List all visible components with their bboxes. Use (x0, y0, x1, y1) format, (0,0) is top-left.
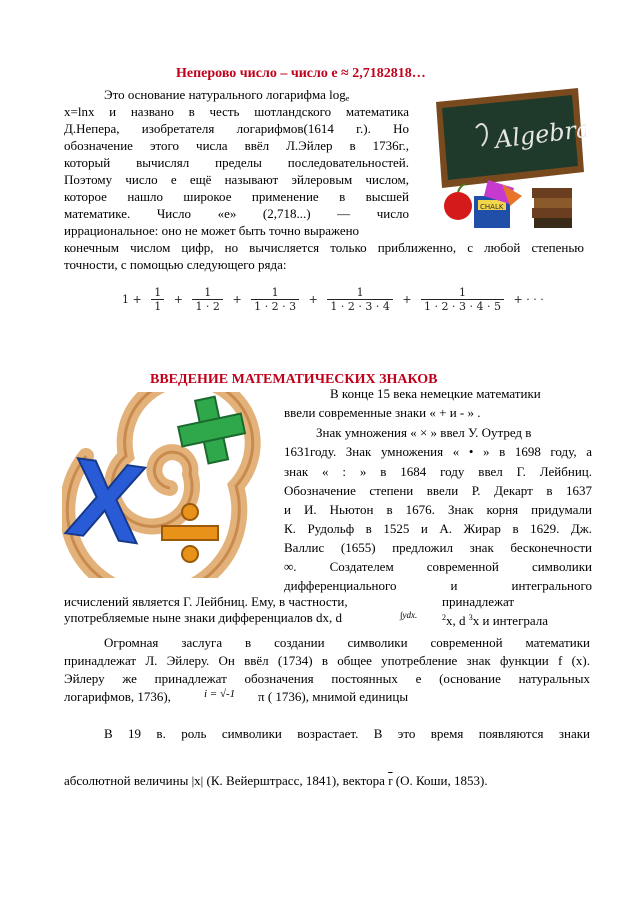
math-symbols-icon (62, 392, 278, 578)
series-term: $\frac{1}{1}$ (151, 286, 164, 313)
paragraph-line: и И. Ньютон в 1676. Знак корня придумали (284, 502, 592, 517)
paragraph-line: ввели современные знаки « + и - » . (284, 405, 481, 420)
paragraph-line: принадлежат (442, 594, 515, 609)
paragraph-line: исчислений является Г. Лейбниц. Ему, в частности, (64, 594, 348, 609)
paragraph-line: которое нашло широкое применение в высшей (64, 189, 409, 204)
paragraph-line: логарифмов, 1736), (64, 689, 171, 704)
paragraph-line: дифференциального и интегрального (284, 578, 592, 593)
paragraph-line: В конце 15 века немецкие математики (330, 386, 541, 401)
chalkboard-icon (418, 88, 586, 238)
series-term: $\frac{1}{1 \cdot 2 \cdot 3 \cdot 4 \cdot 5}$ (421, 286, 504, 313)
euler-number-title: Неперово число – число e ≈ 2,7182818… (176, 66, 426, 81)
paragraph-line: Знак умножения « × » ввел У. Оутред в (316, 425, 532, 440)
integral-formula: ∫ydx. (400, 610, 418, 620)
paragraph-line: 1631году. Знак умножения « • » в 1698 году, а (284, 444, 592, 459)
paragraph-line: Валлис (1655) предложил знак бесконечности (284, 540, 592, 555)
paragraph-line: абсолютной величины |x| (К. Вейерштрасс, 1841), вектора $\overline{r}$ (О. Коши, 1853). (64, 773, 488, 788)
imaginary-unit-formula: i = √-1 (204, 688, 236, 700)
paragraph-line: Д.Непера, изобретателя логарифмов(1614 г.). Но (64, 121, 409, 136)
e-series-formula: 1 + $\frac{1}{1}$ + $\frac{1}{1 \cdot 2}$ + $\frac{1}{1 \cdot 2 \cdot 3}$ + $\frac{1}{1 \cdot 2 \cdot 3 \cdot 4}$ + $\frac{1}{1 \cdot 2 \cdot 3 \cdot 4 \cdot 5}$ + · · · (122, 286, 544, 313)
box-text: CHALK (480, 203, 504, 211)
paragraph-line: К. Рудольф в 1525 и А. Жирар в 1629. Дж. (284, 521, 592, 536)
paragraph-line: конечным числом цифр, но вычисляется только приближенно, с любой степенью (64, 240, 584, 255)
board-text: Algebra (493, 114, 586, 154)
paragraph-line: Эйлеру же принадлежат обозначения постоянных e (основание натуральных (64, 671, 590, 686)
chalkboard-illustration (418, 88, 586, 238)
paragraph-line: Это основание натурального логарифма $\log_e$ (104, 87, 350, 103)
paragraph-line: x=lnx и названо в честь шотландского математика (64, 104, 409, 119)
paragraph-line: π ( 1736), мнимой единицы (258, 689, 409, 704)
paragraph-line: $^2$x, d $^3$x и интеграла (442, 613, 549, 628)
paragraph-line: точности, с помощью следующего ряда: (64, 257, 287, 272)
log-base-subscript: e (345, 94, 350, 103)
series-term: $\frac{1}{1 \cdot 2}$ (192, 286, 223, 313)
paragraph-line: который вычислял пределы последовательностей. (64, 155, 409, 170)
paragraph-line: математике. Число «е» (2,718...) — число (64, 206, 409, 221)
paragraph-line: знак « : » в 1684 году ввел Г. Лейбниц. (284, 464, 592, 479)
math-signs-title: ВВЕДЕНИЕ МАТЕМАТИЧЕСКИХ ЗНАКОВ (150, 372, 438, 387)
series-term: $\frac{1}{1 \cdot 2 \cdot 3 \cdot 4}$ (327, 286, 392, 313)
math-symbols-illustration (62, 392, 278, 578)
paragraph-line: Поэтому число e ещё называют эйлеровым числом, (64, 172, 409, 187)
paragraph-line: обозначение этого числа ввёл Л.Эйлер в 1736г., (64, 138, 409, 153)
series-term: $\frac{1}{1 \cdot 2 \cdot 3}$ (251, 286, 299, 313)
paragraph-line: принадлежат Л. Эйлеру. Он ввёл (1734) в общее употребление знак функции f (x). (64, 653, 590, 668)
paragraph-line: В 19 в. роль символики возрастает. В это время появляются знаки (104, 726, 590, 741)
paragraph-line: Обозначение степени ввели Р. Декарт в 1637 (284, 483, 592, 498)
paragraph-line: употребляемые ныне знаки дифференциалов dx, d (64, 610, 342, 625)
vector-symbol: $\overline{r}$ (388, 773, 393, 788)
paragraph-line: ∞. Создателем современной символики (284, 559, 592, 574)
paragraph-line: иррациональное: оно не может быть точно выражено (64, 223, 360, 238)
formula-lead: 1 + (122, 293, 142, 306)
formula-tail: + · · · (513, 293, 544, 306)
paragraph-line: Огромная заслуга в создании символики современной математики (104, 635, 590, 650)
